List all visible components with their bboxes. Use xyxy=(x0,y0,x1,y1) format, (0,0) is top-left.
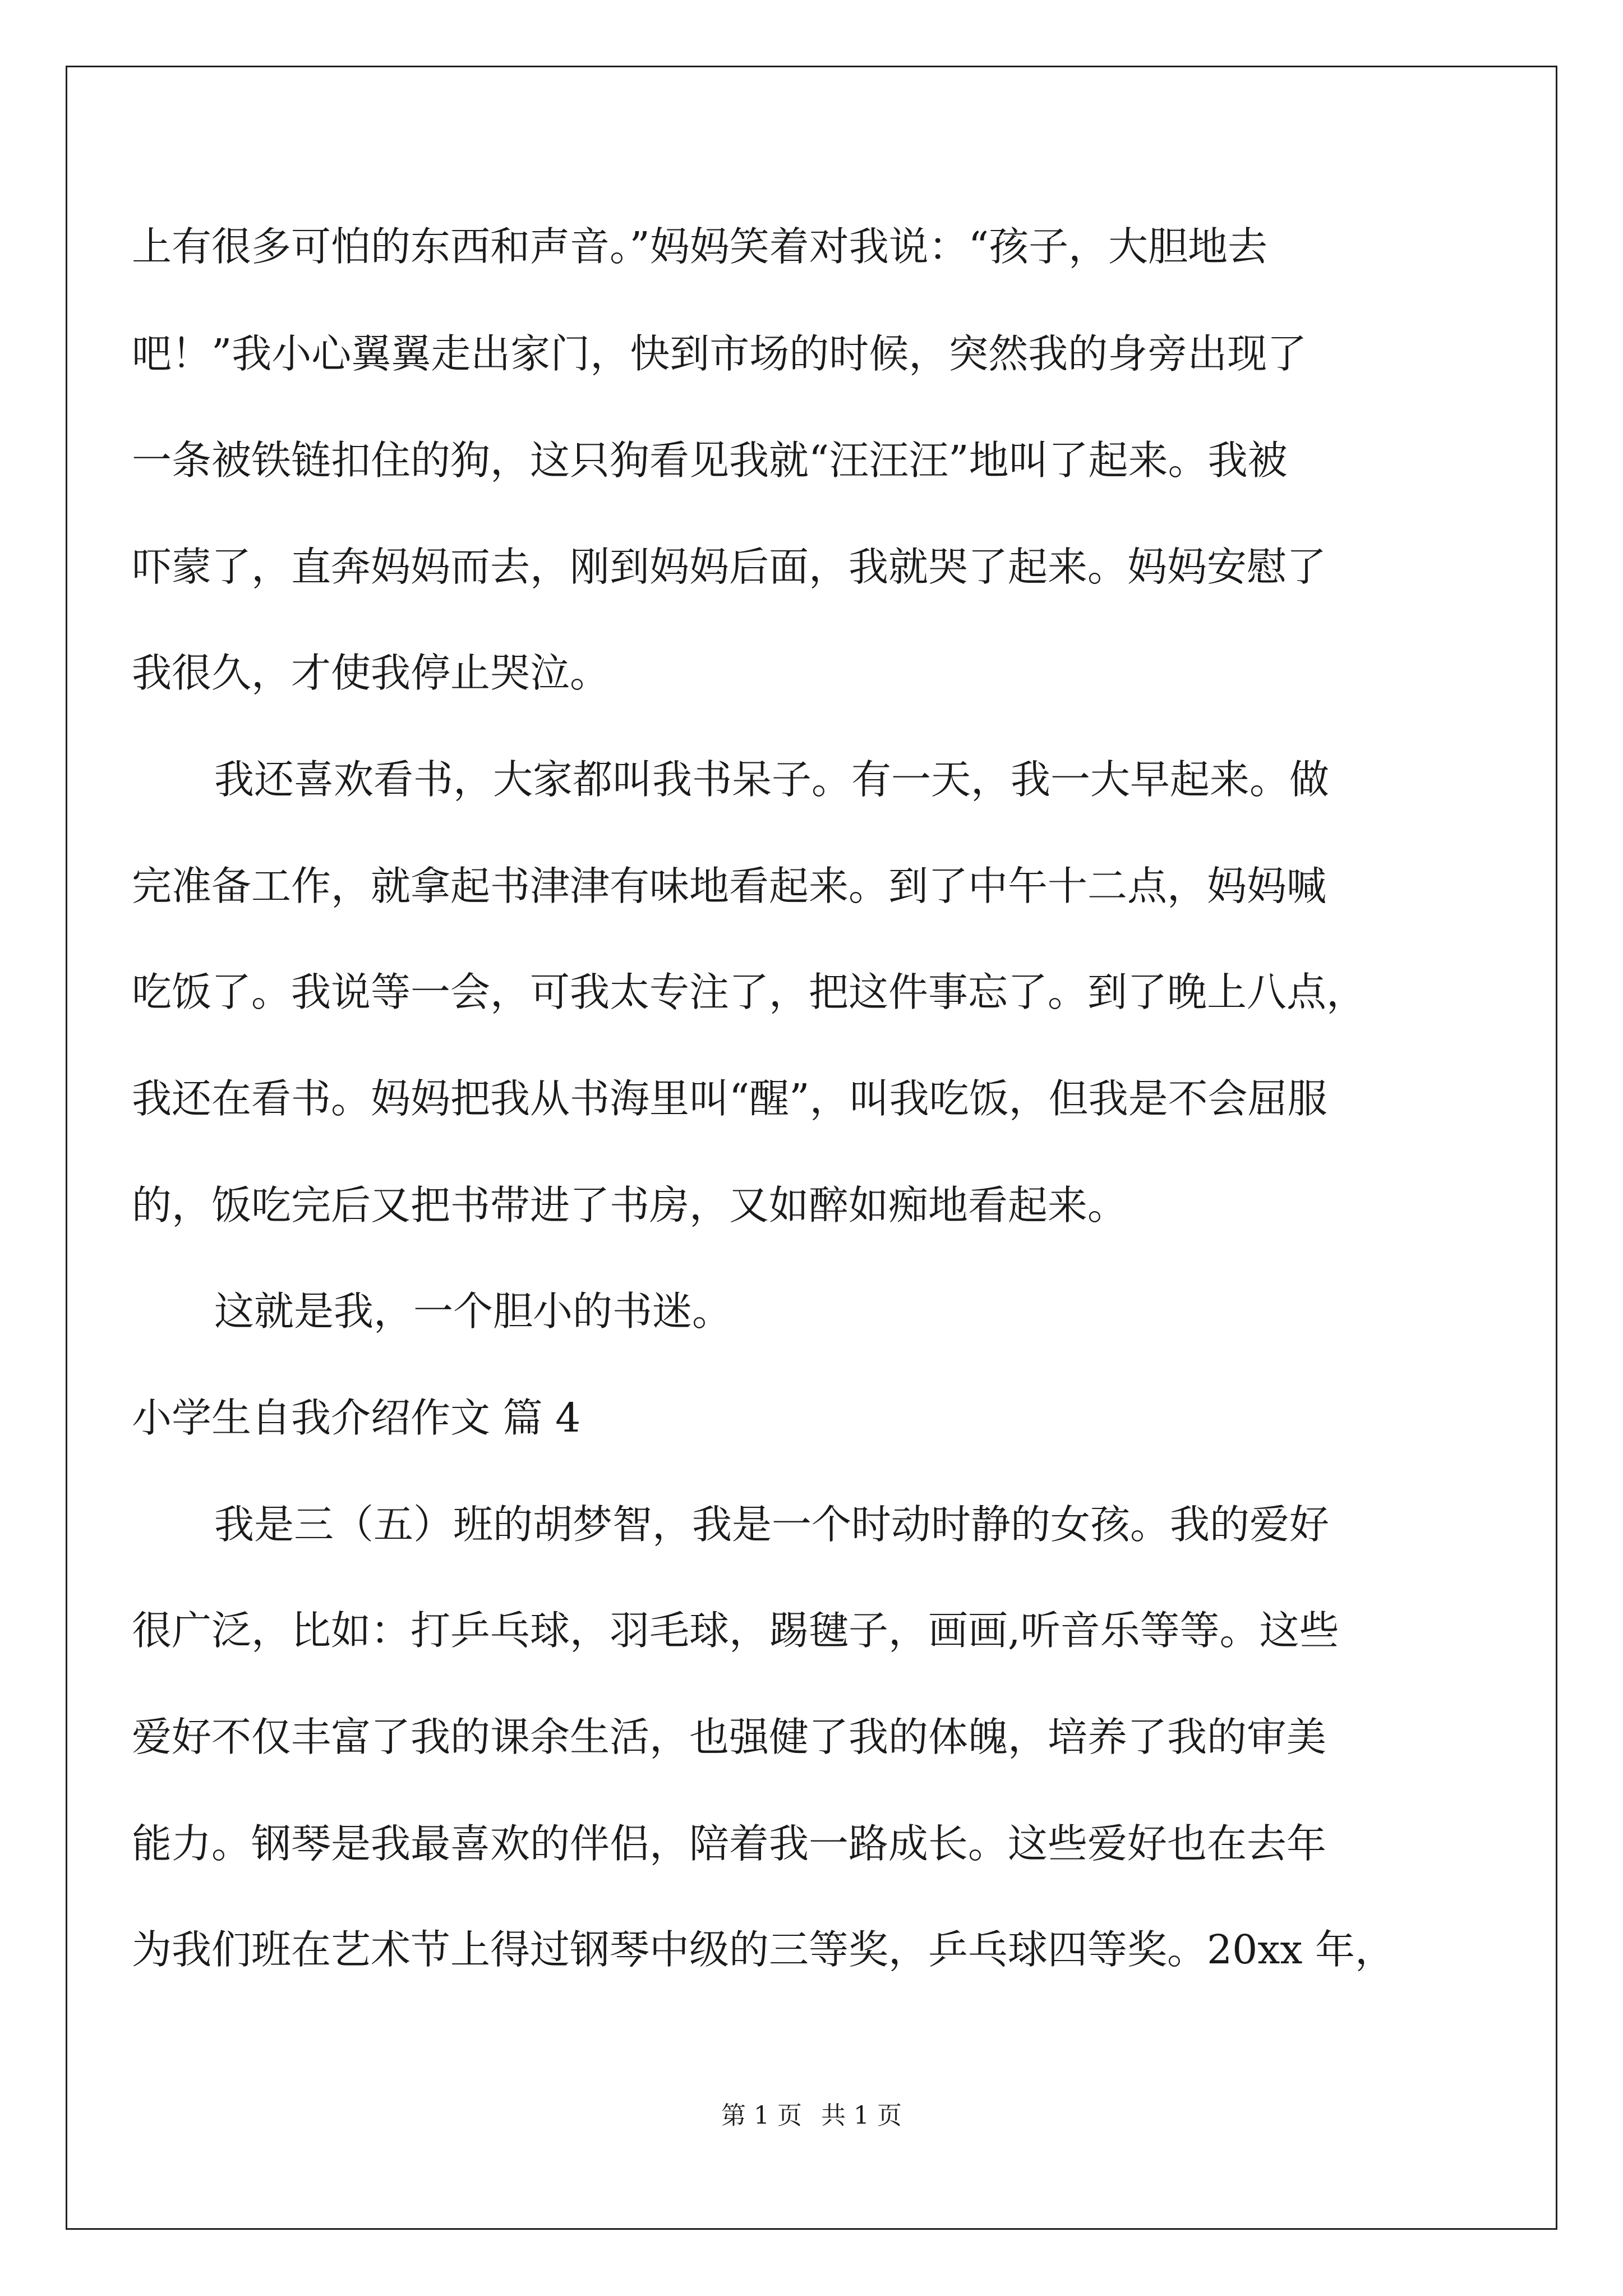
page-footer xyxy=(0,2099,1623,2133)
text-line: 我很久，才使我停止哭泣。 xyxy=(132,650,610,696)
text-line: 为我们班在艺术节上得过钢琴中级的三等奖，乒乓球四等奖。20xx 年， xyxy=(132,1926,1395,1973)
page-total: 共 1 页 xyxy=(821,2101,902,2130)
text-line: 爱好不仅丰富了我的课余生活，也强健了我的体魄，培养了我的审美 xyxy=(132,1714,1327,1760)
paragraph-start-line: 我是三（五）班的胡梦智，我是一个时动时静的女孩。我的爱好 xyxy=(214,1501,1330,1548)
paragraph-start-line: 这就是我，一个胆小的书迷。 xyxy=(214,1288,732,1335)
text-line: 能力。钢琴是我最喜欢的伴侣，陪着我一路成长。这些爱好也在去年 xyxy=(132,1820,1327,1867)
text-line: 吓蒙了，直奔妈妈而去，刚到妈妈后面，我就哭了起来。妈妈安慰了 xyxy=(132,544,1327,590)
page-border xyxy=(66,66,1557,2230)
section-heading: 小学生自我介绍作文 篇 4 xyxy=(132,1395,581,1441)
text-line: 吃饭了。我说等一会，可我太专注了，把这件事忘了。到了晚上八点， xyxy=(132,969,1367,1015)
text-line: 吧！”我小心翼翼走出家门，快到市场的时候，突然我的身旁出现了 xyxy=(132,330,1307,377)
paragraph-start-line: 我还喜欢看书，大家都叫我书呆子。有一天，我一大早起来。做 xyxy=(214,756,1330,803)
text-line: 上有很多可怕的东西和声音。”妈妈笑着对我说：“孩子，大胆地去 xyxy=(132,223,1268,270)
text-line: 完准备工作，就拿起书津津有味地看起来。到了中午十二点，妈妈喊 xyxy=(132,863,1327,909)
text-line: 我还在看书。妈妈把我从书海里叫“醒”，叫我吃饭，但我是不会屈服 xyxy=(132,1075,1327,1122)
text-line: 很广泛，比如：打乒乓球，羽毛球，踢毽子，画画,听音乐等等。这些 xyxy=(132,1607,1339,1654)
page-number: 第 1 页 xyxy=(721,2101,802,2130)
text-line: 一条被铁链扣住的狗，这只狗看见我就“汪汪汪”地叫了起来。我被 xyxy=(132,437,1288,484)
text-line: 的，饭吃完后又把书带进了书房，又如醉如痴地看起来。 xyxy=(132,1182,1128,1228)
